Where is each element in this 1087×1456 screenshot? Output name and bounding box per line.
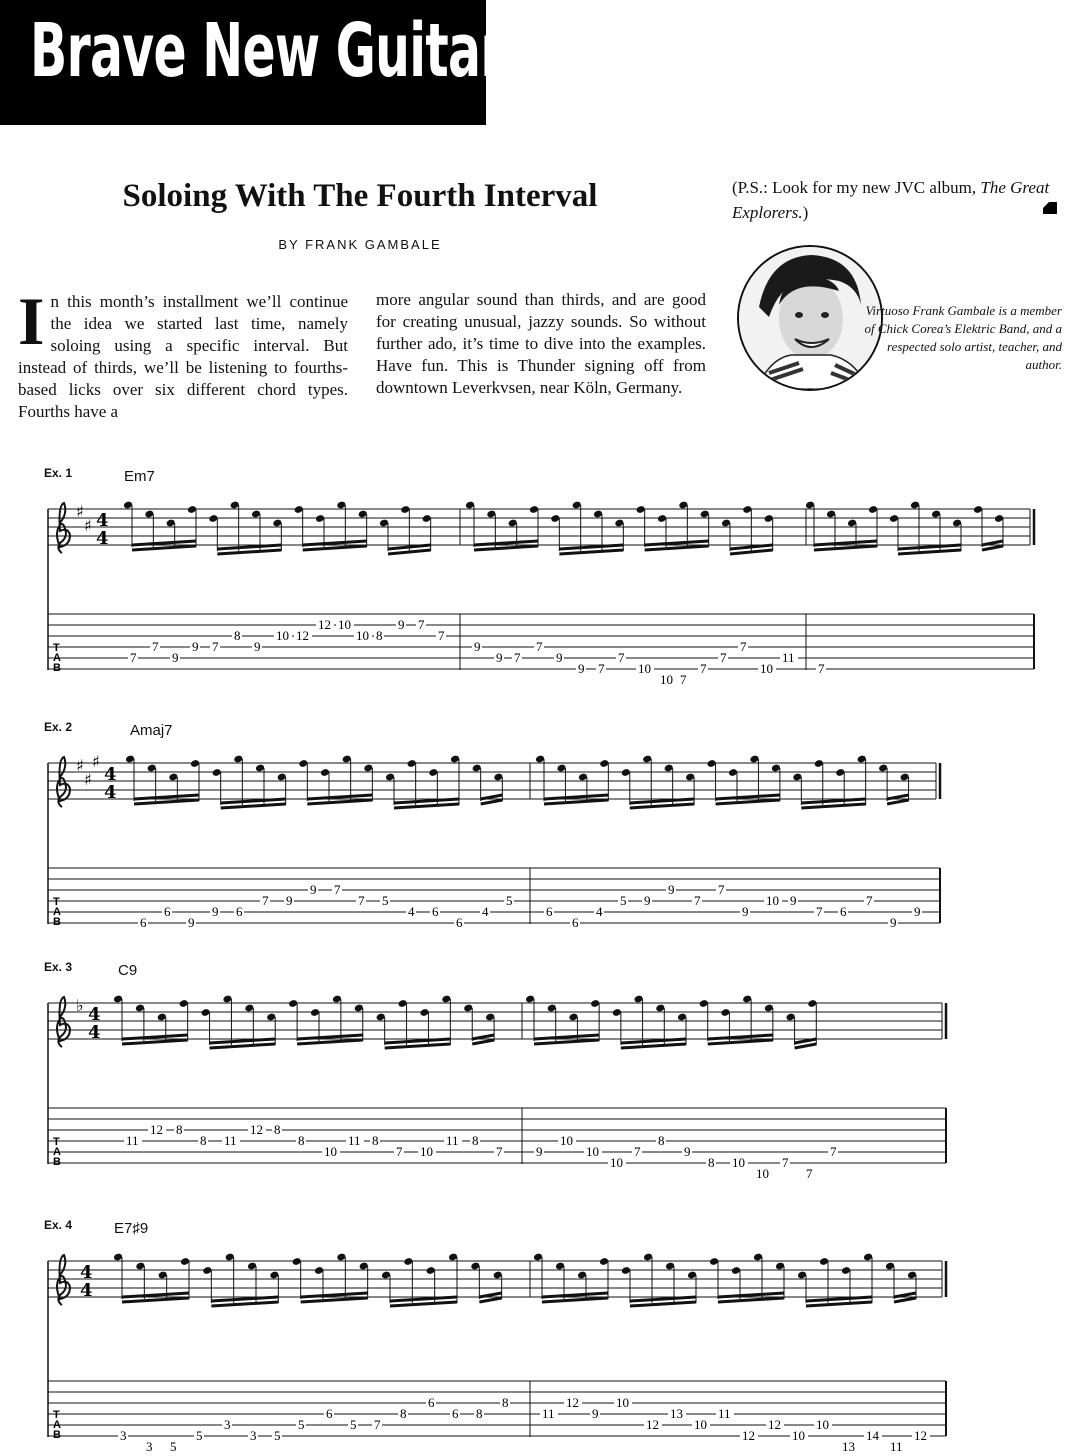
drop-cap: I	[18, 283, 45, 359]
beam	[472, 1040, 494, 1044]
fret-number: 7	[438, 628, 445, 643]
beam	[390, 1302, 457, 1306]
fret-number: 5	[350, 1417, 357, 1432]
fret-number: 11	[348, 1133, 361, 1148]
beam	[559, 545, 623, 549]
fret-number: 6	[456, 915, 463, 930]
tab-letter: A	[53, 1419, 61, 1431]
fret-number: 6	[546, 904, 553, 919]
beam	[122, 1298, 189, 1302]
key-signature-icon: ♯	[92, 752, 100, 771]
fret-number: 12	[296, 628, 309, 643]
fret-number: 9	[592, 1406, 599, 1421]
beam	[134, 795, 199, 799]
beam	[307, 800, 372, 804]
fret-number: 5	[506, 893, 513, 908]
fret-number: 13	[842, 1439, 855, 1454]
fret-number: 7	[700, 661, 707, 676]
beam	[898, 545, 961, 549]
beam	[297, 1040, 363, 1044]
fret-number: 11	[446, 1133, 459, 1148]
fret-number: 12	[566, 1395, 579, 1410]
fret-number: 9	[286, 893, 293, 908]
fret-number: 11	[782, 650, 795, 665]
fret-number: 8	[502, 1395, 509, 1410]
fret-number: 12	[742, 1428, 755, 1443]
fret-number: 12	[646, 1417, 659, 1432]
beam	[307, 795, 372, 799]
beam	[217, 545, 281, 549]
beam	[122, 1035, 188, 1039]
fret-number: 3	[146, 1439, 153, 1454]
beam	[894, 1293, 916, 1297]
ps-suffix: )	[802, 203, 809, 222]
tab-letter: B	[53, 662, 61, 674]
banner-title: Brave New Guitar	[30, 8, 504, 94]
key-signature-icon: ♯	[76, 502, 84, 521]
fret-number: 8	[372, 1133, 379, 1148]
beam	[132, 541, 196, 545]
fret-number: 7	[830, 1144, 837, 1159]
beam	[630, 1302, 696, 1306]
beam	[542, 1293, 608, 1297]
tab-letter: A	[53, 1146, 61, 1158]
key-signature-icon: ♯	[84, 770, 92, 789]
fret-number: 9	[212, 904, 219, 919]
fret-number: 7	[374, 1417, 381, 1432]
fret-number: 10	[760, 661, 773, 676]
beam	[814, 541, 877, 545]
beam	[645, 546, 709, 550]
fret-number: 8	[376, 628, 383, 643]
fret-number: 8	[298, 1133, 305, 1148]
beam	[621, 1039, 686, 1043]
fret-number: 11	[890, 1439, 903, 1454]
fret-number: 11	[542, 1406, 555, 1421]
key-signature-icon: ♯	[84, 516, 92, 535]
fret-number: 6	[432, 904, 439, 919]
beam	[472, 1035, 494, 1039]
beam	[544, 795, 608, 799]
time-signature-top: 4	[104, 764, 117, 785]
beam	[385, 1044, 451, 1048]
fret-number: 5	[620, 893, 627, 908]
fret-number: 12	[914, 1428, 927, 1443]
beam	[211, 1297, 278, 1301]
key-signature-icon: ♯	[76, 756, 84, 775]
beam	[544, 800, 608, 804]
notation-staff	[0, 718, 1087, 938]
article-byline: BY FRANK GAMBALE	[278, 237, 442, 252]
fret-number: 6	[140, 915, 147, 930]
fret-number: 9	[578, 661, 585, 676]
fret-number: 6	[428, 1395, 435, 1410]
fret-number: 9	[172, 650, 179, 665]
fret-number: 10	[616, 1395, 629, 1410]
portrait-icon	[739, 247, 881, 389]
beam	[806, 1297, 872, 1301]
fret-number: 7	[806, 1166, 813, 1181]
fret-number: 8	[476, 1406, 483, 1421]
beam	[134, 800, 199, 804]
beam	[621, 1044, 686, 1048]
chord-symbol: Em7	[124, 468, 155, 485]
tab-letter: A	[53, 652, 61, 664]
fret-number: 12	[318, 617, 331, 632]
fret-number: 7	[740, 639, 747, 654]
beam	[385, 1039, 451, 1043]
fret-number: 6	[572, 915, 579, 930]
beam	[122, 1293, 189, 1297]
beam	[982, 541, 1003, 545]
fret-number: 10	[586, 1144, 599, 1159]
beam	[887, 800, 908, 804]
fret-number: 7	[866, 893, 873, 908]
fret-number: 7	[130, 650, 137, 665]
beam	[390, 1297, 457, 1301]
fret-number: 12	[150, 1122, 163, 1137]
ps-note	[732, 175, 1062, 225]
fret-number: 3	[224, 1417, 231, 1432]
beam	[474, 541, 538, 545]
fret-number: 10	[560, 1133, 573, 1148]
fret-number: 5	[298, 1417, 305, 1432]
ps-album: The Great Explorers.	[732, 178, 1050, 222]
fret-number: 8	[400, 1406, 407, 1421]
fret-number: 10	[276, 628, 289, 643]
fret-number: 6	[236, 904, 243, 919]
beam	[481, 800, 503, 804]
beam	[210, 1044, 276, 1048]
fret-number: 5	[170, 1439, 177, 1454]
beam	[716, 800, 780, 804]
fret-number: 10	[420, 1144, 433, 1159]
fret-number: 9	[496, 650, 503, 665]
fret-number: 10	[324, 1144, 337, 1159]
fret-number: 8	[176, 1122, 183, 1137]
beam	[303, 546, 367, 550]
fret-number: 4	[408, 904, 415, 919]
beam	[211, 1302, 278, 1306]
fret-number: 8	[472, 1133, 479, 1148]
fret-number: 9	[398, 617, 405, 632]
fret-number: 7	[514, 650, 521, 665]
fret-number: 6	[164, 904, 171, 919]
fret-number: 10	[766, 893, 779, 908]
beam	[801, 804, 865, 808]
time-signature-bottom: 4	[104, 782, 117, 803]
example-label: Ex. 1	[44, 466, 73, 480]
beam	[645, 541, 709, 545]
beam	[301, 1298, 368, 1302]
fret-number: 9	[890, 915, 897, 930]
fret-number: 9	[254, 639, 261, 654]
beam	[301, 1293, 368, 1297]
fret-number: 8	[658, 1133, 665, 1148]
fret-number: 7	[720, 650, 727, 665]
beam	[534, 1040, 599, 1044]
fret-number: 9	[684, 1144, 691, 1159]
tab-letter: T	[53, 642, 60, 654]
photo-caption: Virtuoso Frank Gambale is a member of Chick Corea’s Elektric Band, and a respected solo artist, teacher, and author.	[864, 303, 1062, 372]
fret-number: 10	[356, 628, 369, 643]
tab-letter: A	[53, 906, 61, 918]
fret-number: 7	[262, 893, 269, 908]
beam	[394, 799, 459, 803]
fret-number: 12	[768, 1417, 781, 1432]
fret-number: 7	[212, 639, 219, 654]
article-title: Soloing With The Fourth Interval	[122, 178, 598, 214]
tab-letter: B	[53, 916, 61, 928]
beam	[814, 546, 877, 550]
beam	[303, 541, 367, 545]
fret-number: 9	[536, 1144, 543, 1159]
beam	[718, 1298, 784, 1302]
tab-letter: T	[53, 896, 60, 908]
tab-letter: B	[53, 1429, 61, 1441]
beam	[801, 799, 865, 803]
tab-letter: T	[53, 1136, 60, 1148]
fret-number: 4	[482, 904, 489, 919]
beam	[474, 546, 538, 550]
beam	[718, 1293, 784, 1297]
beam	[221, 804, 286, 808]
time-signature-top: 4	[80, 1262, 93, 1283]
fret-number: 9	[668, 882, 675, 897]
fret-number: 7	[152, 639, 159, 654]
example-label: Ex. 4	[44, 1218, 73, 1232]
fret-number: 9	[474, 639, 481, 654]
fret-number: 7	[782, 1155, 789, 1170]
beam	[559, 550, 623, 554]
tab-letter: T	[53, 1409, 60, 1421]
beam	[122, 1040, 188, 1044]
notation-staff	[0, 1216, 1087, 1456]
fret-number: 12	[250, 1122, 263, 1137]
fret-number: 7	[634, 1144, 641, 1159]
fret-number: 9	[188, 915, 195, 930]
fret-number: 8	[708, 1155, 715, 1170]
fret-number: 9	[310, 882, 317, 897]
key-signature-icon: ♭	[76, 996, 84, 1015]
notation-staff	[0, 464, 1087, 687]
beam	[542, 1298, 608, 1302]
fret-number: 11	[718, 1406, 731, 1421]
fret-number: 7	[598, 661, 605, 676]
fret-number: 10	[660, 672, 673, 687]
chord-symbol: E7♯9	[114, 1220, 149, 1237]
fret-number: 10	[694, 1417, 707, 1432]
beam	[217, 550, 281, 554]
beam	[894, 1298, 916, 1302]
fret-number: 6	[326, 1406, 333, 1421]
beam	[716, 795, 780, 799]
beam	[394, 804, 459, 808]
beam	[795, 1039, 817, 1043]
example-label: Ex. 2	[44, 720, 73, 734]
fret-number: 7	[418, 617, 425, 632]
fret-number: 7	[718, 882, 725, 897]
fret-number: 7	[694, 893, 701, 908]
beam	[297, 1035, 363, 1039]
time-signature-top: 4	[96, 510, 109, 531]
beam	[982, 546, 1003, 550]
beam	[708, 1040, 773, 1044]
time-signature-bottom: 4	[88, 1022, 101, 1043]
end-mark-icon	[1043, 202, 1057, 214]
fret-number: 3	[250, 1428, 257, 1443]
beam	[630, 1297, 696, 1301]
fret-number: 9	[192, 639, 199, 654]
fret-number: 5	[196, 1428, 203, 1443]
chord-symbol: Amaj7	[130, 722, 173, 739]
fret-number: 10	[338, 617, 351, 632]
fret-number: 10	[816, 1417, 829, 1432]
time-signature-top: 4	[88, 1004, 101, 1025]
fret-number: 13	[670, 1406, 683, 1421]
fret-number: 9	[790, 893, 797, 908]
fret-number: 10	[732, 1155, 745, 1170]
example-label: Ex. 3	[44, 960, 73, 974]
fret-number: 7	[818, 661, 825, 676]
fret-number: 5	[382, 893, 389, 908]
beam	[132, 546, 196, 550]
beam	[534, 1035, 599, 1039]
beam	[708, 1035, 773, 1039]
beam	[479, 1298, 501, 1302]
fret-number: 5	[274, 1428, 281, 1443]
fret-number: 4	[596, 904, 603, 919]
beam	[630, 804, 694, 808]
column-1-text: n this month’s installment we’ll continue the idea we started last time, namely soloing using a specific interval. But instead of thirds, we’ll be listening to fourths-based licks over six different chord types. Fourths have a	[18, 292, 348, 421]
article-column-2: more angular sound than thirds, and are good for creating unusual, jazzy sounds. So without further ado, it’s time to dive into the examples. Have fun. This is Thunder signing off from downtown Leverkvsen, near Köln, Germany.	[376, 290, 706, 397]
fret-number: 7	[496, 1144, 503, 1159]
fret-number: 7	[396, 1144, 403, 1159]
header-banner	[0, 0, 504, 125]
fret-number: 10	[638, 661, 651, 676]
beam	[481, 795, 503, 799]
beam	[630, 799, 694, 803]
tab-letter: B	[53, 1156, 61, 1168]
fret-number: 8	[234, 628, 241, 643]
fret-number: 7	[334, 882, 341, 897]
fret-number: 11	[224, 1133, 237, 1148]
chord-symbol: C9	[118, 962, 138, 979]
fret-number: 8	[200, 1133, 207, 1148]
time-signature-bottom: 4	[80, 1280, 93, 1301]
beam	[795, 1044, 817, 1048]
fret-number: 11	[126, 1133, 139, 1148]
fret-number: 7	[680, 672, 687, 687]
fret-number: 7	[358, 893, 365, 908]
fret-number: 9	[742, 904, 749, 919]
fret-number: 3	[120, 1428, 127, 1443]
fret-number: 7	[618, 650, 625, 665]
beam	[221, 799, 286, 803]
article-column-1	[18, 283, 348, 423]
beam	[887, 795, 908, 799]
beam	[210, 1039, 276, 1043]
notation-staff	[0, 958, 1087, 1181]
fret-number: 10	[610, 1155, 623, 1170]
beam	[479, 1293, 501, 1297]
fret-number: 9	[644, 893, 651, 908]
fret-number: 7	[536, 639, 543, 654]
fret-number: 14	[866, 1428, 879, 1443]
fret-number: 6	[840, 904, 847, 919]
fret-number: 9	[556, 650, 563, 665]
fret-number: 9	[914, 904, 921, 919]
beam	[898, 550, 961, 554]
fret-number: 10	[792, 1428, 805, 1443]
fret-number: 10	[756, 1166, 769, 1181]
fret-number: 8	[274, 1122, 281, 1137]
fret-number: 7	[816, 904, 823, 919]
fret-number: 6	[452, 1406, 459, 1421]
time-signature-bottom: 4	[96, 528, 109, 549]
beam	[806, 1302, 872, 1306]
ps-prefix: (P.S.: Look for my new JVC album,	[732, 178, 981, 197]
